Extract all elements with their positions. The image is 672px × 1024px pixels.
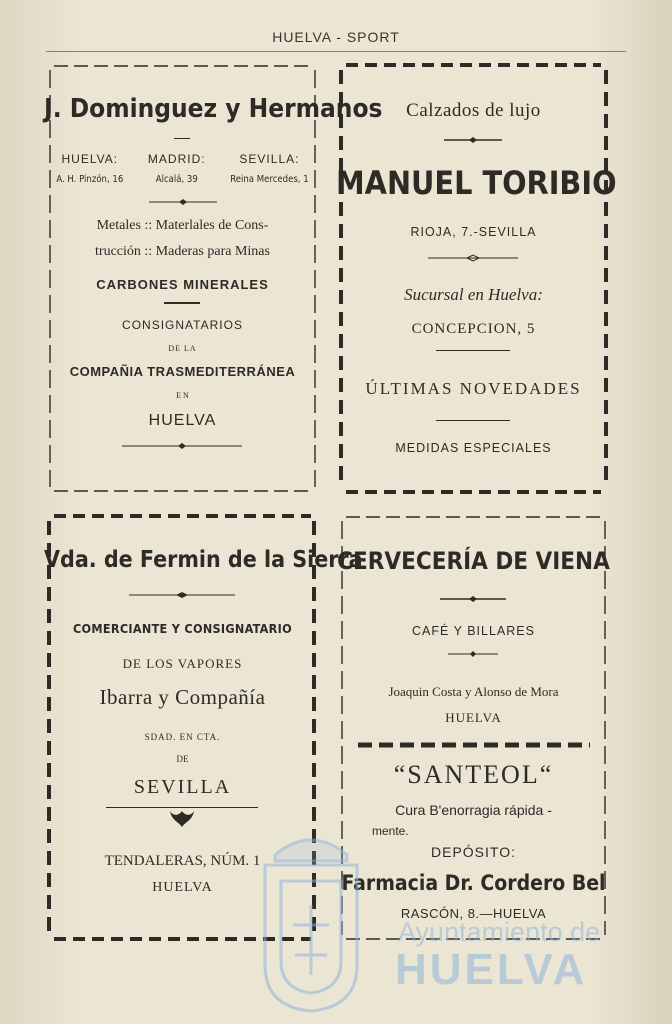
sucursal-label: Sucursal en Huelva:	[404, 285, 543, 304]
branch-huelva: HUELVA: A. H. Pinzón, 16	[56, 152, 124, 185]
pharmacy-name: Farmacia Dr. Cordero Bel	[341, 871, 606, 895]
ayuntamiento-watermark	[255, 825, 601, 1015]
divider	[164, 302, 200, 304]
town-label: HUELVA	[152, 880, 213, 895]
ornament-icon	[448, 651, 498, 657]
tagline: Calzados de lujo	[406, 100, 541, 121]
divider	[106, 807, 258, 808]
divider	[436, 350, 510, 351]
ornament-icon	[129, 591, 235, 599]
sucursal-address: CONCEPCION, 5	[411, 321, 536, 337]
cafe-label: CAFÉ Y BILLARES	[412, 624, 535, 638]
ornamental-divider	[358, 741, 590, 749]
product-name: “SANTEOL“	[393, 760, 554, 789]
fleuron-icon	[168, 809, 196, 831]
de-label: DE	[176, 754, 189, 764]
ornament-icon	[440, 595, 506, 603]
running-header: HUELVA - SPORT	[272, 29, 400, 45]
ornament-icon	[122, 442, 242, 450]
novedades-label: ÚLTIMAS NOVEDADES	[365, 379, 582, 398]
ornament-icon	[149, 198, 217, 206]
compania-name: COMPAÑIA TRASMEDITERRÁNEA	[69, 364, 296, 379]
company-name: Vda. de Fermin de la Sierra	[44, 547, 363, 573]
product-desc-line-2: mente.	[372, 824, 409, 838]
company-name: MANUEL TORIBIO	[336, 164, 617, 202]
ornament-icon	[428, 254, 518, 262]
city-label: SEVILLA	[133, 776, 232, 798]
address: TENDALERAS, NÚM. 1	[104, 853, 261, 869]
pharmacy-address: RASCÓN, 8.—HUELVA	[400, 906, 547, 921]
address: RIOJA, 7.-SEVILLA	[410, 225, 537, 239]
products-line-2: trucción :: Maderas para Minas	[95, 244, 270, 259]
ad-dominguez	[44, 60, 383, 497]
consignatarios-label: CONSIGNATARIOS	[122, 318, 243, 332]
header-rule	[46, 51, 626, 52]
products-line-1: Metales :: Materlales de Cons-	[96, 218, 269, 233]
comerciante-label: COMERCIANTE Y CONSIGNATARIO	[72, 621, 292, 636]
product-desc-line-1: Cura B'enorragia rápida -	[395, 802, 552, 818]
watermark-line-2: HUELVA	[395, 945, 588, 994]
watermark-line-1: Ayuntamiento de	[398, 917, 601, 947]
ad-toribio	[336, 60, 617, 497]
divider	[436, 420, 510, 421]
carbones-heading: CARBONES MINERALES	[96, 277, 269, 292]
coat-of-arms-icon	[255, 825, 367, 1015]
branch-sevilla: SEVILLA: Reina Mercedes, 1	[230, 152, 309, 185]
vapores-label: DE LOS VAPORES	[122, 656, 243, 671]
branch-madrid: MADRID: Alcalá, 39	[147, 152, 206, 185]
deposito-label: DEPÓSITO:	[431, 844, 516, 860]
streets-label: Joaquin Costa y Alonso de Mora	[388, 684, 559, 699]
divider	[174, 138, 190, 139]
company-name: J. Dominguez y Hermanos	[44, 94, 383, 124]
en-label: E N	[176, 391, 189, 400]
ornament-icon	[444, 136, 502, 144]
ornamental-border	[336, 60, 617, 497]
company-partner: Ibarra y Compañía	[99, 685, 266, 709]
branch-list	[44, 152, 321, 185]
town-label: HUELVA	[445, 710, 502, 725]
medidas-label: MEDIDAS ESPECIALES	[395, 441, 552, 455]
de-la-label: DE LA	[168, 344, 197, 353]
huelva-label: HUELVA	[148, 412, 217, 429]
company-name: CERVECERÍA DE VIENA	[337, 547, 610, 575]
sdad-label: SDAD. EN CTA.	[144, 732, 221, 742]
